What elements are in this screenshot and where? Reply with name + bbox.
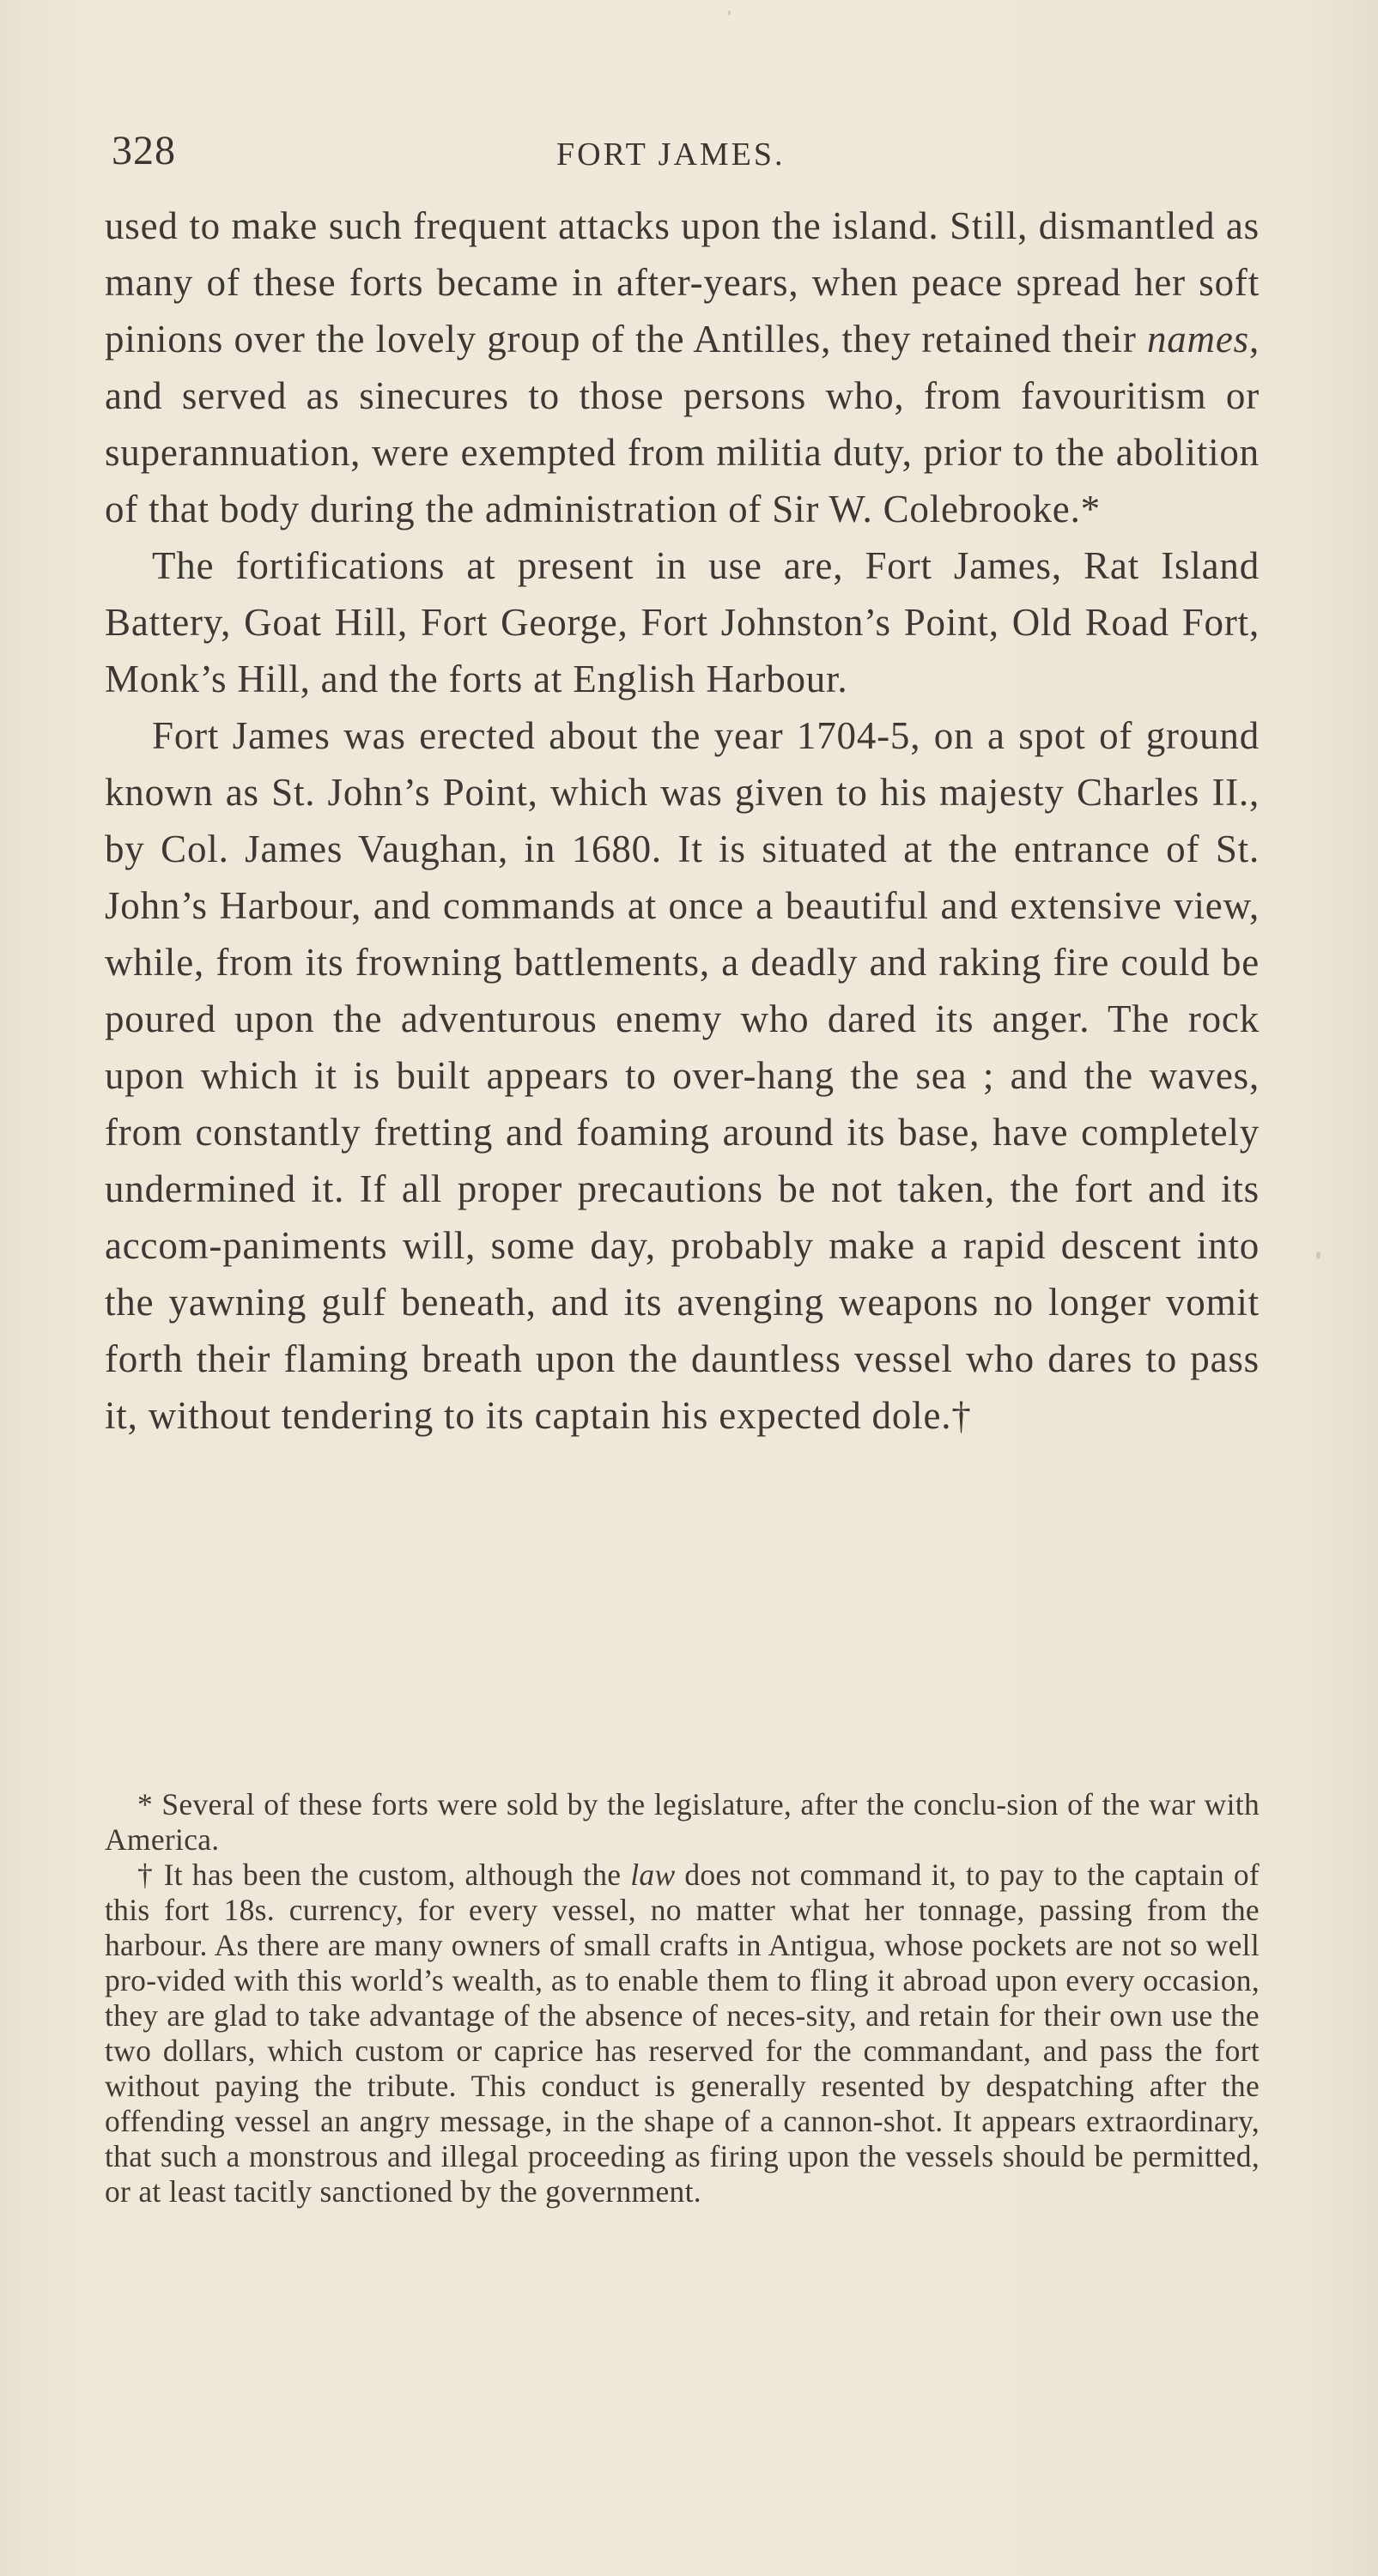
page-header	[101, 127, 1260, 179]
paragraph-2: The fortifications at present in use are, Fort James, Rat Island Battery, Goat Hill, Fort George, Fort Johnston’s Point, Old Road Fort, Monk’s Hill, and the forts at English Harbour.	[105, 544, 1260, 700]
paper-speck	[728, 10, 731, 15]
page-number: 328	[112, 128, 176, 173]
paragraph-1	[105, 197, 1260, 537]
footnote-2-text-a: † It has been the custom, although the	[137, 1858, 631, 1892]
body-text	[105, 197, 1260, 1444]
footnotes	[105, 1787, 1260, 2209]
paragraph-1-italic: names	[1146, 318, 1249, 361]
footnote-2-italic: law	[630, 1858, 676, 1892]
paper-speck	[1316, 1252, 1320, 1259]
paragraph-1-text-b: , and served as sinecures to those persons who, from favouritism or superannuation, were exempted from militia duty, prior to the abolition of that body during the administration of Sir W. Colebrooke.*	[105, 318, 1260, 530]
footnote-2-text-b: does not command it, to pay to the captain of this fort 18s. currency, for every vessel, no matter what her tonnage, passing from the harbour. As there are many owners of small crafts in Antigua, whose pockets are not so well pro-vided with this world’s wealth, as to enable them to fling it abroad upon every occasion, they are glad to take advantage of the absence of neces-sity, and retain for their own use the two dollars, which custom or caprice has reserved for the commandant, and pass the fort without paying the tribute. This conduct is generally resented by despatching after the offending vessel an angry message, in the shape of a cannon-shot. It appears extraordinary, that such a monstrous and illegal proceeding as firing upon the vessels should be permitted, or at least tacitly sanctioned by the government.	[105, 1858, 1260, 2209]
footnote-2	[105, 1858, 1260, 2209]
running-head: FORT JAMES.	[556, 136, 786, 173]
paragraph-1-text-a: used to make such frequent attacks upon the island. Still, dismantled as many of these forts became in after-years, when peace spread her soft pinions over the lovely group of the Antilles, they retained their	[105, 204, 1260, 361]
footnote-1: * Several of these forts were sold by the legislature, after the conclu-sion of the war with America.	[105, 1787, 1260, 1857]
paragraph-3: Fort James was erected about the year 1704-5, on a spot of ground known as St. John’s Point, which was given to his majesty Charles II., by Col. James Vaughan, in 1680. It is situated at the entrance of St. John’s Harbour, and commands at once a beautiful and extensive view, while, from its frowning battlements, a deadly and raking fire could be poured upon the adventurous enemy who dared its anger. The rock upon which it is built appears to over-hang the sea ; and the waves, from constantly fretting and foaming around its base, have completely undermined it. If all proper precautions be not taken, the fort and its accom-paniments will, some day, probably make a rapid descent into the yawning gulf beneath, and its avenging weapons no longer vomit forth their flaming breath upon the dauntless vessel who dares to pass it, without tendering to its captain his expected dole.†	[105, 714, 1260, 1437]
